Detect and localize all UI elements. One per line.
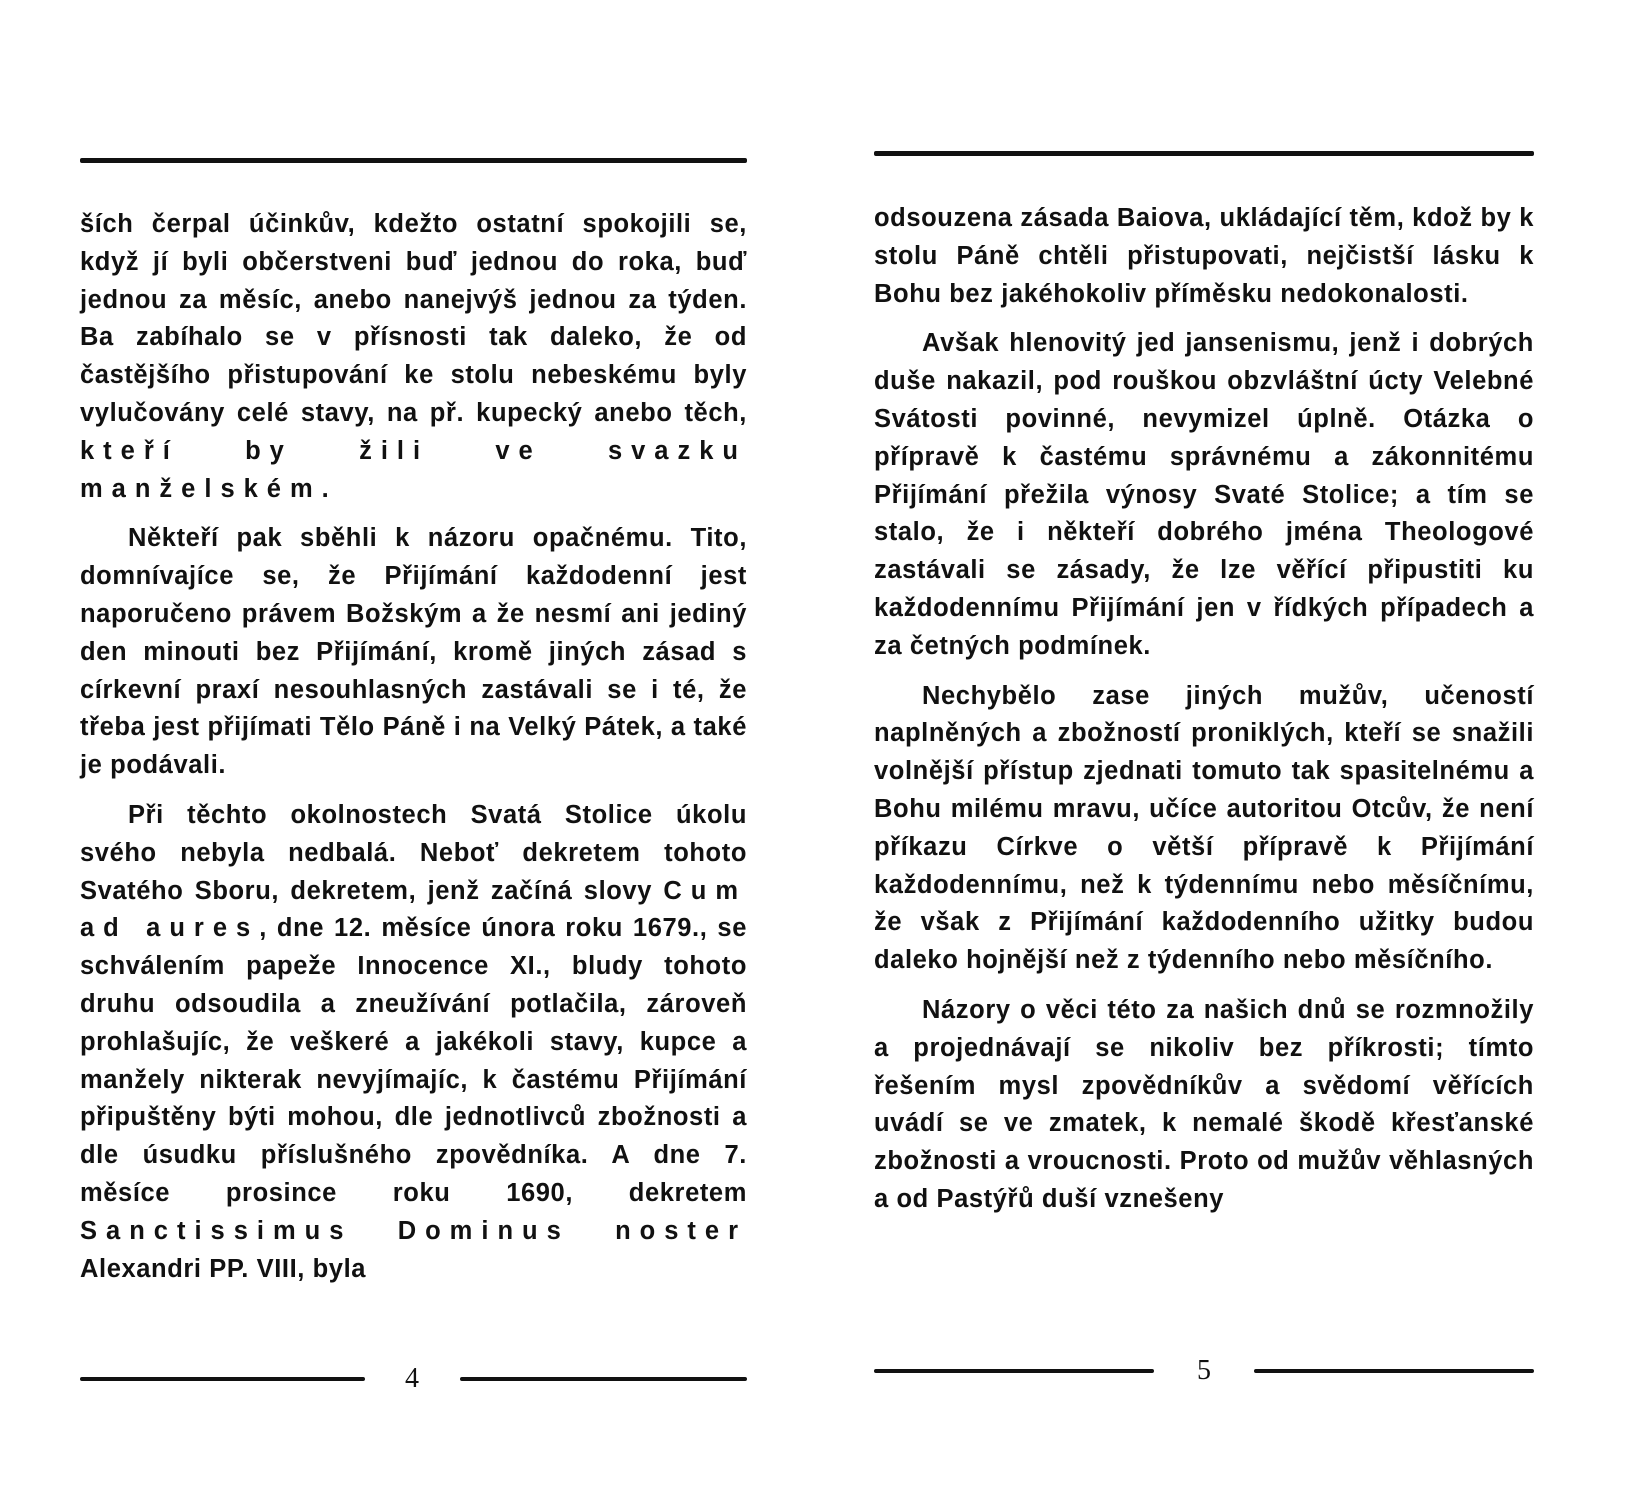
left-page-footer [80, 1360, 747, 1400]
right-p3-text: Nechybělo zase jiných mužův, učeností naplněných a zbožností proniklých, kteří se snažili volnější přístup zjednati tomuto tak spasitelnému a Bohu milému mravu, učíce autoritou Otcův, že není příkazu Církve o větší přípravě k Přijímání každodennímu, než k týdennímu nebo měsíčnímu, že však z Přijímání každodenního užitky budou daleko hojnější než z týdenního nebo měsíčního. [874, 681, 1534, 975]
right-p4-text: Názory o věci této za našich dnů se rozmnožily a projednávají se nikoliv bez příkrosti; tímto řešením mysl zpovědníkův a svědomí věřících uvádí se ve zmatek, k nemalé škodě křesťanské zbožnosti a vroucnosti. Proto od mužův věhlasných a od Pastýřů duší vznešeny [874, 995, 1534, 1213]
left-p2-text: Někteří pak sběhli k názoru opačnému. Tito, domnívajíce se, že Přijímání každodenní jest naporučeno právem Božským a že nesmí ani jediný den minouti bez Přijímání, kromě jiných zásad s církevní praxí nesouhlasných zastávali se i té, že třeba jest přijímati Tělo Páně i na Velký Pátek, a také je podávali. [80, 524, 747, 780]
right-footer-rule-right [1254, 1369, 1534, 1373]
right-paragraph-4 [874, 992, 1534, 1219]
right-paragraph-3 [874, 678, 1534, 980]
left-p1-end: . [321, 474, 330, 503]
left-paragraph-1 [80, 206, 747, 508]
left-p3-emphasis-a: Cum ad aures [80, 876, 747, 943]
right-p2-text: Avšak hlenovitý jed jansenismu, jenž i dobrých duše nakazil, pod rouškou obzvláštní úcty Velebné Svátosti povinné, nevymizel úplně. Otázka o přípravě k častému správnému a zákonnitému Přijímání přežila výnosy Svaté Stolice; a tím se stalo, že i někteří dobrého jména Theologové zastávali se zásady, že lze věřící připustiti ku každodennímu Přijímání jen v řídkých případech a za četných podmínek. [874, 329, 1534, 660]
left-p3-emphasis-b: Sanctissimus Dominus noster [80, 1216, 747, 1245]
right-paragraph-2 [874, 325, 1534, 665]
left-page-text [80, 206, 747, 1288]
right-paragraph-1 [874, 200, 1534, 313]
right-page-top-rule [874, 151, 1534, 156]
left-page-top-rule [80, 158, 747, 163]
right-page-footer [874, 1352, 1534, 1392]
left-p3-text-b: , dne 12. měsíce února roku 1679., se schválením papeže Innocence XI., bludy tohoto druhu odsoudila a zneužívání potlačila, zároveň prohlašujíc, že veškeré a jakékoli stavy, kupce a manžely nikterak nevyjímajíc, k častému Přijímání připuštěny býti mohou, dle jednotlivců zbožnosti a dle úsudku příslušného zpovědníka. A dne 7. měsíce prosince roku 1690, dekretem [80, 914, 747, 1207]
left-paragraph-3 [80, 797, 747, 1288]
left-p3-text-c: Alexandri PP. VIII, byla [80, 1254, 367, 1283]
page-number: 4 [405, 1363, 419, 1394]
right-footer-rule-left [874, 1369, 1154, 1373]
left-footer-rule-right [460, 1377, 747, 1381]
left-p3-text-a: Při těchto okolnostech Svatá Stolice úkolu svého nebyla nedbalá. Neboť dekretem tohoto Svatého Sboru, dekretem, jenž začíná slovy [80, 800, 747, 905]
left-paragraph-2 [80, 520, 747, 785]
right-p1-text: odsouzena zásada Baiova, ukládající těm, kdož by k stolu Páně chtěli přistupovati, nejčistší lásku k Bohu bez jakéhokoliv příměsku nedokonalosti. [874, 204, 1534, 308]
left-p1-text: ších čerpal účinkův, kdežto ostatní spokojili se, když jí byli občerstveni buď jednou do roka, buď jednou za měsíc, anebo nanejvýš jednou za týden. Ba zabíhalo se v přísnosti tak daleko, že od častějšího přistupování ke stolu nebeskému byly vylučovány celé stavy, na př. kupecký anebo těch, [80, 210, 747, 427]
page-number: 5 [1197, 1355, 1211, 1386]
right-page-text [874, 200, 1534, 1219]
left-footer-rule-left [80, 1377, 365, 1381]
left-p1-emphasis: kteří by žili ve svazku manželském [80, 436, 747, 503]
